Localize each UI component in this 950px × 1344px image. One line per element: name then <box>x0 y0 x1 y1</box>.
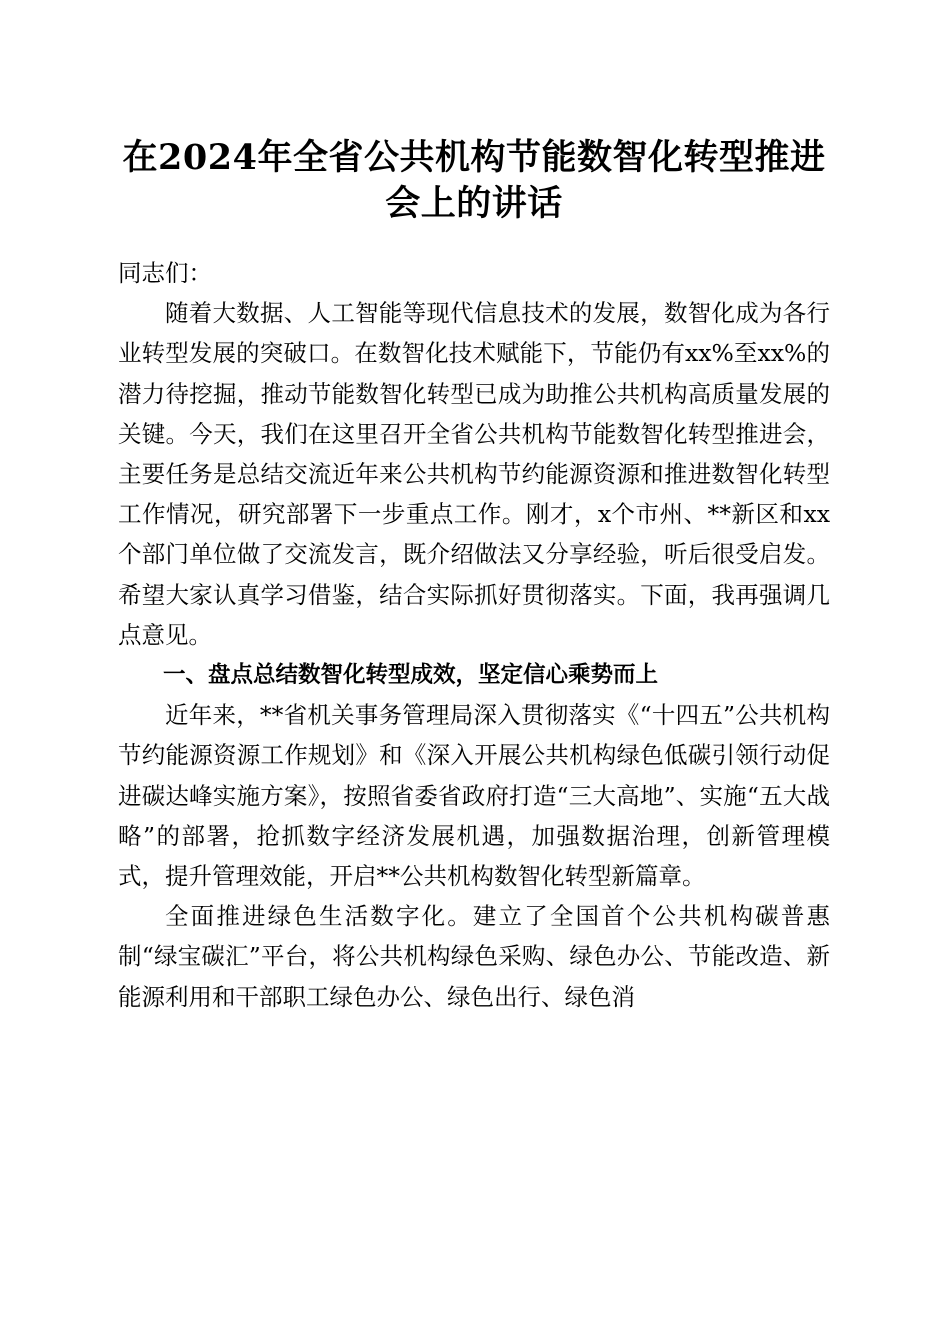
salutation: 同志们： <box>118 259 212 287</box>
section-1-paragraph-2: 全面推进绿色生活数字化。建立了全国首个公共机构碳普惠制“绿宝碳汇”平台，将公共机构绿色采购、绿色办公、节能改造、新能源利用和干部职工绿色办公、绿色出行、绿色消 <box>118 902 830 1011</box>
section-1-paragraph-1: 近年来，**省机关事务管理局深入贯彻落实《“十四五”公共机构节约能源资源工作规划》和《深入开展公共机构绿色低碳引领行动促进碳达峰实施方案》，按照省委省政府打造“三大高地”、实施“五大战略”的部署，抢抓数字经济发展机遇，加强数据治理，创新管理模式，提升管理效能，开启**公共机构数智化转型新篇章。 <box>118 701 830 891</box>
document-body <box>118 253 830 1017</box>
document-title <box>118 135 830 227</box>
title-line-2: 会上的讲话 <box>385 183 563 224</box>
section-1-heading: 一、盘点总结数智化转型成效，坚定信心乘势而上 <box>163 662 659 689</box>
title-line-1: 在2024年全省公共机构节能数智化转型推进 <box>122 137 826 178</box>
intro-paragraph: 随着大数据、人工智能等现代信息技术的发展，数智化成为各行业转型发展的突破口。在数智化技术赋能下，节能仍有xx%至xx%的潜力待挖掘，推动节能数智化转型已成为助推公共机构高质量发展的关键。今天，我们在这里召开全省公共机构节能数智化转型推进会，主要任务是总结交流近年来公共机构节约能源资源和推进数智化转型工作情况，研究部署下一步重点工作。刚才，x个市州、**新区和xx个部门单位做了交流发言，既介绍做法又分享经验，听后很受启发。希望大家认真学习借鉴，结合实际抓好贯彻落实。下面，我再强调几点意见。 <box>118 299 830 649</box>
